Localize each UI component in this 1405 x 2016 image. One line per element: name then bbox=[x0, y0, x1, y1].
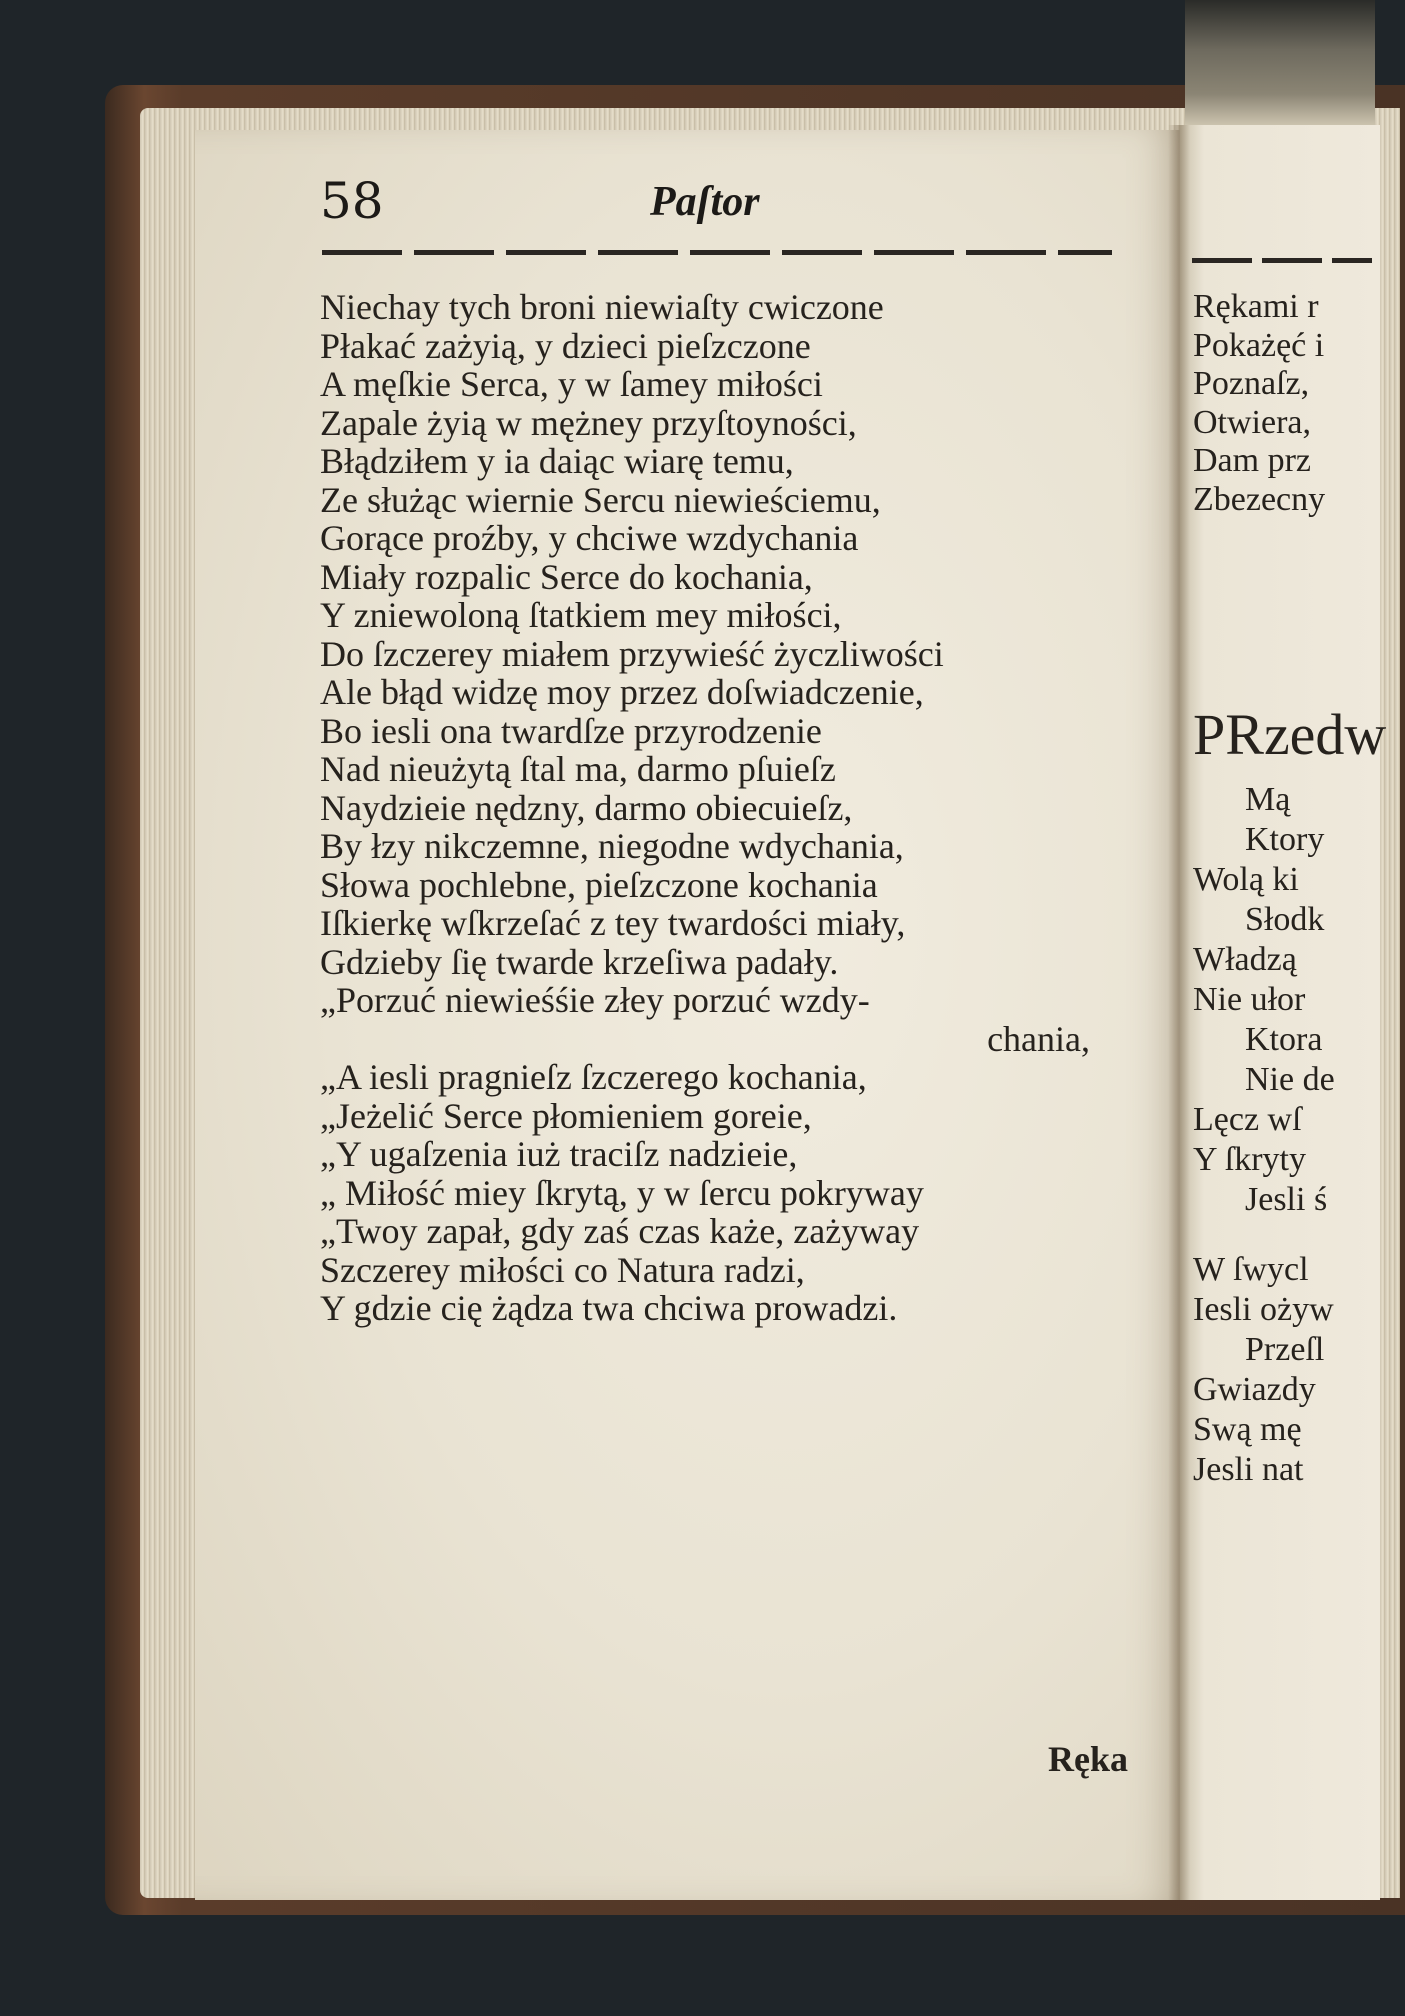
right-line: Nie ułor bbox=[1193, 981, 1306, 1018]
page-number: 58 bbox=[320, 172, 384, 230]
verse-line: Nad nieużytą ſtal ma, darmo pſuieſz bbox=[320, 749, 836, 789]
right-line: Wolą ki bbox=[1193, 861, 1299, 898]
verse-line: Szczerey miłości co Natura radzi, bbox=[320, 1249, 805, 1290]
right-line: Y ſkryty bbox=[1193, 1141, 1307, 1178]
right-line: Władzą bbox=[1193, 941, 1297, 978]
catchword: Ręka bbox=[1048, 1739, 1128, 1779]
right-line: Pokażęć i bbox=[1193, 326, 1325, 364]
page-gutter bbox=[1168, 125, 1190, 1900]
verse-line: „ Miłość miey ſkrytą, y w ſercu pokryway bbox=[320, 1172, 924, 1213]
verse-line: Miały rozpalic Serce do kochania, bbox=[320, 556, 813, 597]
verse-line: By łzy nikczemne, niegodne wdychania, bbox=[320, 826, 904, 866]
stanza-gap bbox=[1193, 1220, 1393, 1250]
right-line: Swą mę bbox=[1193, 1411, 1302, 1448]
right-line: Iesli ożyw bbox=[1193, 1291, 1334, 1328]
verse-line: „Twoy zapał, gdy zaś czas każe, zażyway bbox=[320, 1211, 920, 1251]
right-header-rule bbox=[1192, 258, 1372, 263]
right-line: W ſwycl bbox=[1193, 1251, 1309, 1288]
verse-line: Gorące proźby, y chciwe wzdychania bbox=[320, 518, 859, 558]
verse-line: Do ſzczerey miałem przywieść życzliwości bbox=[320, 633, 944, 674]
verse-line: Słowa pochlebne, pieſzczone kochania bbox=[320, 864, 878, 905]
verse-line: Y zniewoloną ſtatkiem mey miłości, bbox=[320, 595, 842, 635]
right-line: Gwiazdy bbox=[1193, 1371, 1316, 1408]
verse-line: Naydzieie nędzny, darmo obiecuieſz, bbox=[320, 787, 853, 828]
verse-line: „Porzuć niewieśśie złey porzuć wzdy- bbox=[320, 980, 870, 1020]
verse-line: Y gdzie cię żądza twa chciwa prowadzi. bbox=[320, 1288, 898, 1328]
verse-line: Zapale żyią w mężney przyſtoyności, bbox=[320, 402, 857, 443]
verse-line: Błądziłem y ia daiąc wiarę temu, bbox=[320, 441, 794, 481]
right-line: Rękami r bbox=[1193, 288, 1319, 325]
right-line: Zbezecny bbox=[1193, 480, 1326, 518]
verse-line: A męſkie Serca, y w ſamey miłości bbox=[320, 364, 823, 404]
right-line: Nie de bbox=[1245, 1061, 1335, 1098]
right-line: Słodk bbox=[1245, 901, 1325, 938]
book-spine bbox=[1185, 0, 1375, 125]
right-line: Jesli ś bbox=[1245, 1181, 1328, 1218]
verse-line: Gdzieby ſię twarde krzeſiwa padały. bbox=[320, 941, 839, 982]
right-line: Przeſl bbox=[1245, 1331, 1325, 1368]
header-rule bbox=[322, 250, 1112, 255]
right-line: Jesli nat bbox=[1193, 1451, 1304, 1488]
right-line: Otwiera, bbox=[1193, 403, 1312, 441]
right-line: Mą bbox=[1245, 781, 1291, 818]
verse-line: Niechay tych broni niewiaſty cwiczone bbox=[320, 287, 884, 327]
right-line: Poznaſz, bbox=[1193, 365, 1310, 402]
right-line: Dam prz bbox=[1193, 442, 1312, 479]
verse-line: Płakać zażyią, y dzieci pieſzczone bbox=[320, 325, 811, 366]
right-line: Ktory bbox=[1245, 821, 1325, 858]
verse-line: Ale błąd widzę moy przez doſwiadczenie, bbox=[320, 672, 924, 712]
right-line: Lęcz wſ bbox=[1193, 1101, 1302, 1138]
verse-text bbox=[320, 288, 1150, 1328]
verse-line: „A iesli pragnieſz ſzczerego kochania, bbox=[320, 1057, 867, 1097]
verse-line: Bo iesli ona twardſze przyrodzenie bbox=[320, 710, 822, 751]
verse-line: Iſkierkę wſkrzeſać z tey twardości miały, bbox=[320, 903, 906, 943]
right-page-lower-text bbox=[1193, 690, 1393, 1490]
running-head: Paſtor bbox=[650, 179, 760, 225]
right-line-drop-cap: PRzedw bbox=[1193, 702, 1387, 767]
verse-line: „Jeżelić Serce płomieniem goreie, bbox=[320, 1095, 812, 1136]
verse-line: Ze służąc wiernie Sercu niewieściemu, bbox=[320, 479, 881, 520]
right-page-upper-text bbox=[1193, 288, 1393, 519]
verse-line: „Y ugaſzenia iuż traciſz nadzieie, bbox=[320, 1134, 798, 1174]
verse-line-continuation: chania, bbox=[987, 1018, 1090, 1059]
right-line: Ktora bbox=[1245, 1021, 1323, 1058]
